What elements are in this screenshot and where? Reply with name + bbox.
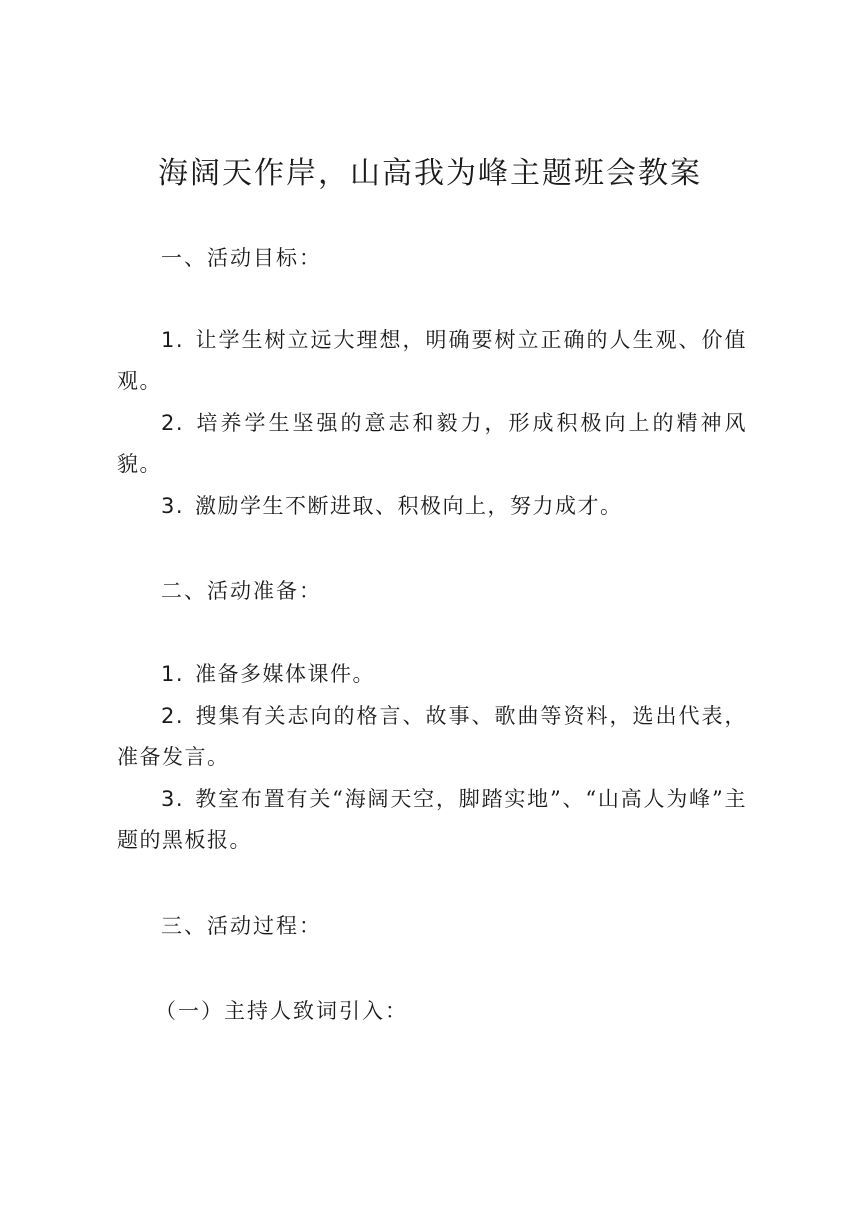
item-text: 培养学生坚强的意志和毅力，形成积极向上的精神风貌。 [117,411,747,476]
section-heading-goals: 一、活动目标： [161,246,322,270]
document-title: 海阔天作岸，山高我为峰主题班会教案 [158,156,702,191]
item-number: 2. [161,704,185,728]
item-text: 让学生树立远大理想，明确要树立正确的人生观、价值观。 [117,328,747,393]
goal-item-2 [117,403,747,485]
section-heading-process: 三、活动过程： [161,914,322,938]
section-heading-preparation: 二、活动准备： [161,579,322,603]
item-text: 准备多媒体课件。 [195,662,375,686]
goal-item-1 [117,320,747,402]
goal-item-3 [117,486,747,527]
prep-item-3 [117,779,747,861]
item-text: 搜集有关志向的格言、故事、歌曲等资料，选出代表，准备发言。 [117,704,747,769]
item-number: 1. [161,662,185,686]
prep-item-2 [117,696,747,778]
item-text: 激励学生不断进取、积极向上，努力成才。 [195,494,623,518]
item-number: 2. [161,411,185,435]
prep-item-1 [117,654,747,695]
item-number: 1. [161,328,185,352]
item-text: 教室布置有关“海阔天空，脚踏实地”、“山高人为峰”主题的黑板报。 [117,787,747,852]
subsection-heading-host-intro: （一）主持人致词引入： [155,999,408,1023]
item-number: 3. [161,494,185,518]
item-number: 3. [161,787,185,811]
